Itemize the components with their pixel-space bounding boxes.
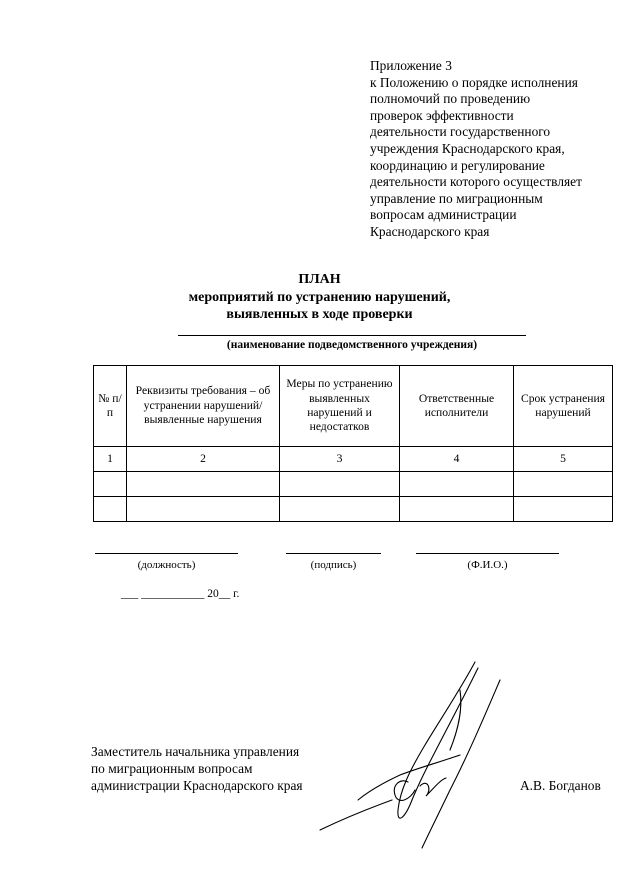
position-line bbox=[95, 553, 238, 554]
appendix-line: Приложение 3 bbox=[370, 58, 452, 73]
appendix-line: к Положению о порядке исполнения bbox=[370, 74, 578, 90]
number-cell: 5 bbox=[514, 447, 613, 472]
table-cell[interactable] bbox=[127, 472, 280, 497]
table-cell[interactable] bbox=[127, 497, 280, 522]
date-line: ___ ___________ 20__ г. bbox=[121, 588, 240, 600]
appendix-line: Краснодарского края bbox=[370, 223, 490, 239]
table-cell[interactable] bbox=[400, 497, 514, 522]
appendix-line: координацию и регулирование bbox=[370, 157, 545, 173]
table-cell[interactable] bbox=[94, 497, 127, 522]
signature-caption: (подпись) bbox=[310, 559, 357, 571]
header-cell: № п/п bbox=[94, 366, 127, 447]
header-cell: Ответственные исполнители bbox=[400, 366, 514, 447]
header-cell: Реквизиты требования – об устранении нарушений/ выявленные нарушения bbox=[127, 366, 280, 447]
signatory-position bbox=[91, 744, 303, 794]
document-subtitle-2: выявленных в ходе проверки bbox=[226, 307, 413, 322]
signature-line bbox=[286, 553, 381, 554]
number-cell: 1 bbox=[94, 447, 127, 472]
table-cell[interactable] bbox=[400, 472, 514, 497]
institution-caption: (наименование подведомственного учреждения) bbox=[226, 339, 478, 351]
appendix-line: деятельности государственного bbox=[370, 124, 551, 140]
number-cell: 3 bbox=[280, 447, 400, 472]
document-title: ПЛАН bbox=[298, 272, 341, 287]
signatory-line: администрации Краснодарского края bbox=[91, 777, 303, 793]
appendix-line: управление по миграционным bbox=[370, 190, 543, 206]
table-cell[interactable] bbox=[280, 472, 400, 497]
table-cell[interactable] bbox=[280, 497, 400, 522]
signatory-line: Заместитель начальника управления bbox=[91, 744, 300, 759]
appendix-line: проверок эффективности bbox=[370, 107, 514, 123]
table-cell[interactable] bbox=[514, 497, 613, 522]
number-cell: 4 bbox=[400, 447, 514, 472]
signatory-name: А.В. Богданов bbox=[520, 778, 601, 793]
table-row bbox=[94, 497, 613, 522]
table-row bbox=[94, 472, 613, 497]
appendix-line: вопросам администрации bbox=[370, 207, 517, 223]
table-number-row bbox=[94, 447, 613, 472]
table-cell[interactable] bbox=[94, 472, 127, 497]
header-cell: Срок устранения нарушений bbox=[514, 366, 613, 447]
institution-name-line bbox=[178, 335, 526, 336]
signatory-line: по миграционным вопросам bbox=[91, 760, 253, 776]
plan-table bbox=[93, 365, 613, 522]
name-caption: (Ф.И.О.) bbox=[467, 559, 508, 571]
table-cell[interactable] bbox=[514, 472, 613, 497]
header-cell: Меры по устранению выявленных нарушений и недостатков bbox=[280, 366, 400, 447]
appendix-header bbox=[370, 58, 632, 241]
appendix-line: учреждения Краснодарского края, bbox=[370, 140, 565, 156]
position-caption: (должность) bbox=[137, 559, 196, 571]
table-header-row bbox=[94, 366, 613, 447]
appendix-line: деятельности которого осуществляет bbox=[370, 174, 582, 190]
appendix-line: полномочий по проведению bbox=[370, 91, 531, 107]
number-cell: 2 bbox=[127, 447, 280, 472]
document-subtitle: мероприятий по устранению нарушений, bbox=[188, 290, 451, 305]
name-line bbox=[416, 553, 559, 554]
handwritten-signature bbox=[300, 650, 520, 860]
